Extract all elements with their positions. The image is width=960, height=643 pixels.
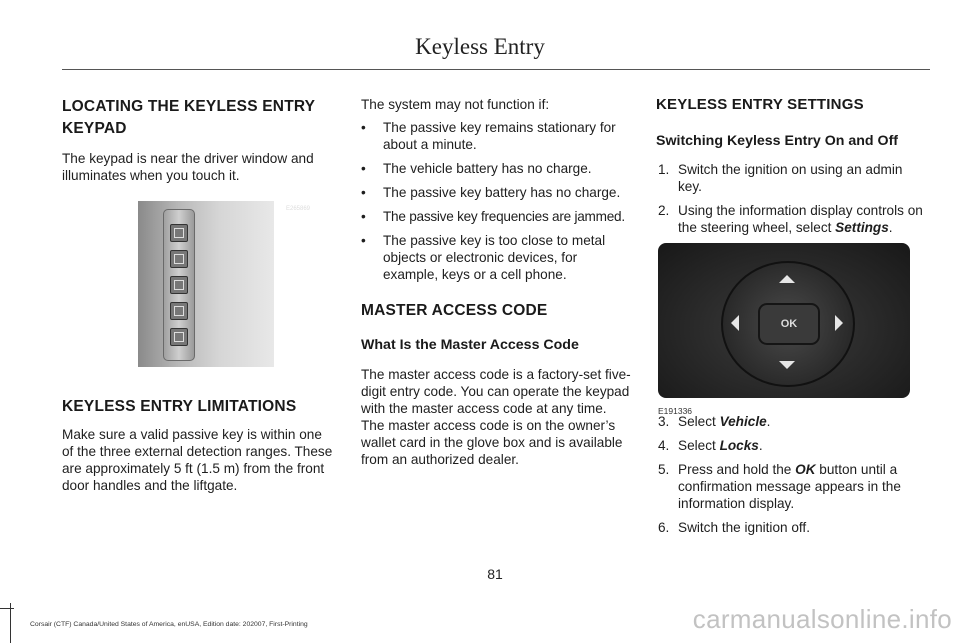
section-heading: KEYLESS ENTRY SETTINGS [656,96,864,113]
watermark: carmanualsonline.info [692,604,952,634]
keypad-button [170,328,188,346]
page-title: Keyless Entry [415,34,545,59]
crop-mark [0,608,14,609]
section-heading: KEYLESS ENTRY LIMITATIONS [62,398,297,415]
subsection-heading: Switching Keyless Entry On and Off [656,133,899,149]
list-item: • The passive key is too close to metal objects or electronic devices, for example, keys or a cell phone. [361,233,606,282]
column-left [62,96,334,494]
figure-code: E191336 [658,406,693,416]
edition-footer: Corsair (CTF) Canada/United States of America, enUSA, Edition date: 202007, First-Printing [30,621,308,628]
ok-button: OK [758,303,820,345]
list-item: • The vehicle battery has no charge. [361,161,592,176]
numbered-list [656,161,928,236]
paragraph: The keypad is near the driver window and illuminates when you touch it. [62,151,314,183]
arrow-left-icon [731,315,739,331]
header-divider [62,69,930,70]
list-item: 3. Select Vehicle. [658,414,771,429]
column-right [656,96,928,543]
figure-code: E265869 [286,206,311,212]
numbered-list [656,413,928,536]
keypad-figure [138,201,334,367]
column-middle [361,96,633,468]
list-item: • The passive key battery has no charge. [361,185,621,200]
subsection-heading: What Is the Master Access Code [361,337,579,353]
page-number: 81 [487,566,503,582]
arrow-down-icon [779,361,795,369]
keypad-button [170,224,188,242]
list-item: 1. Switch the ignition on using an admin key. [658,162,903,194]
list-item: 4. Select Locks. [658,438,763,453]
paragraph: The system may not function if: [361,97,550,112]
dpad-control [721,261,855,387]
section-heading: LOCATING THE KEYLESS ENTRY KEYPAD [62,98,316,137]
keypad-button [170,276,188,294]
paragraph: Make sure a valid passive key is within one of the three external detection ranges. These are approximately 5 ft (1.5 m) from the front door handles and the liftgate. [62,427,333,493]
bullet-list [361,119,633,283]
arrow-right-icon [835,315,843,331]
list-item: • The passive key frequencies are jammed. [361,209,625,224]
list-item: 6. Switch the ignition off. [658,520,810,535]
keypad-button [170,302,188,320]
keypad-button [170,250,188,268]
crop-mark [10,603,11,643]
arrow-up-icon [779,275,795,283]
steering-controls-photo [658,243,910,398]
paragraph: The master access code is a factory-set five-digit entry code. You can operate the keypad with the master access code at any time. The master access code is on the owner’s wallet card in the glove box and is available from an authorized dealer. [361,367,631,467]
list-item: • The passive key remains stationary for about a minute. [361,120,616,152]
steering-controls-figure [658,243,912,416]
keypad-photo [138,201,274,367]
section-heading: MASTER ACCESS CODE [361,302,548,319]
list-item: 5. Press and hold the OK button until a confirmation message appears in the information display. [658,462,901,511]
keypad-strip [163,209,195,361]
list-item: 2. Using the information display controls on the steering wheel, select Settings. [658,203,923,235]
